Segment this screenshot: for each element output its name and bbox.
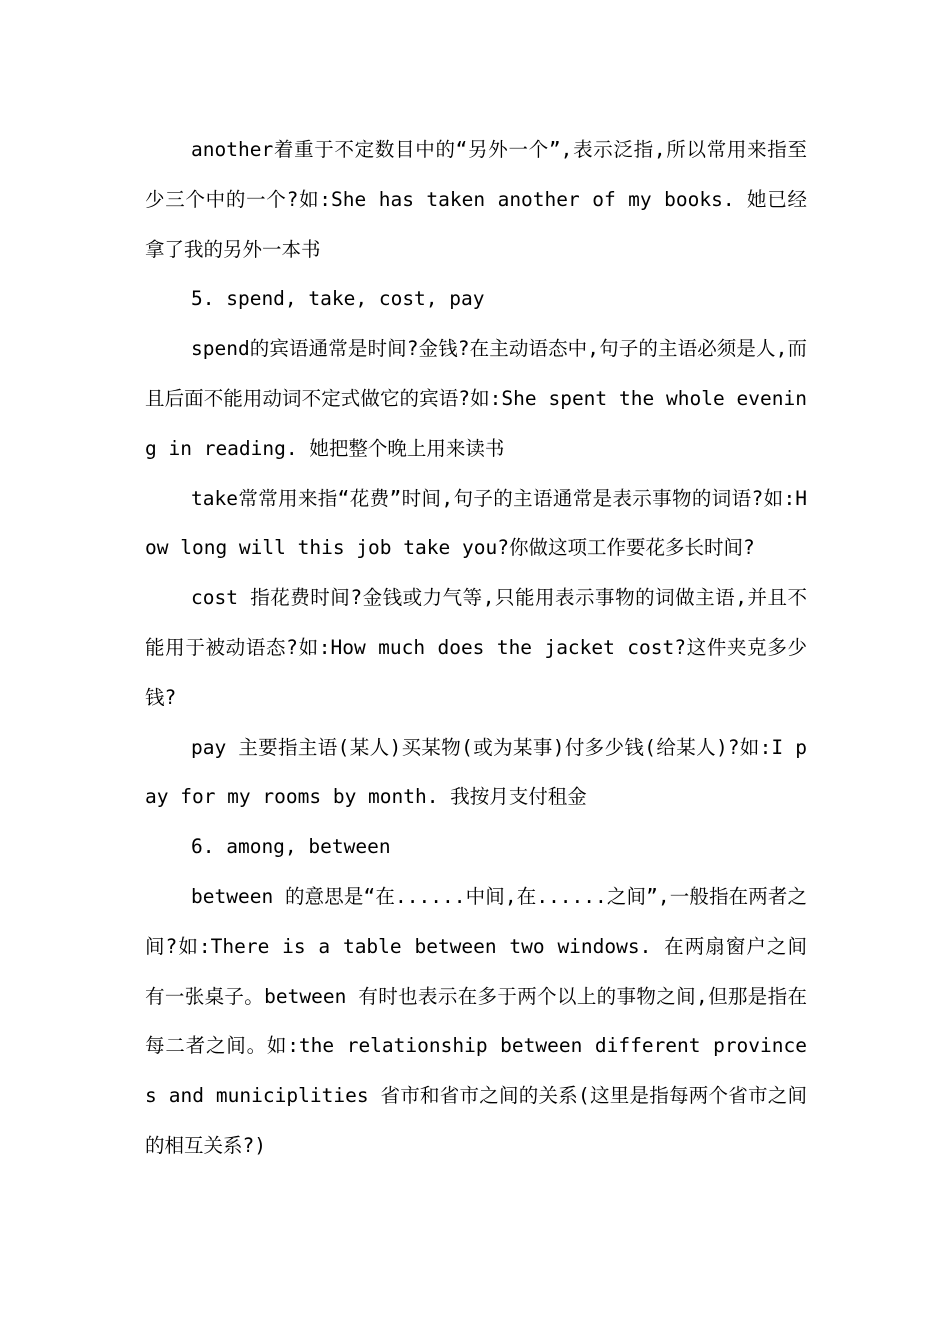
paragraph-take: take常常用来指“花费”时间,句子的主语通常是表示事物的词语?如:How long will this job take you?你做这项工作要花多长时间? — [145, 486, 807, 560]
document-body — [145, 125, 807, 1171]
heading-6-among-between: 6. among, between — [191, 835, 391, 859]
paragraph-another: another着重于不定数目中的“另外一个”,表示泛指,所以常用来指至少三个中的一个?如:She has taken another of my books. 她已经拿了我的另外一本书 — [145, 138, 807, 261]
paragraph-cost: cost 指花费时间?金钱或力气等,只能用表示事物的词做主语,并且不能用于被动语态?如:How much does the jacket cost?这件夹克多少钱? — [145, 586, 807, 709]
paragraph-spend: spend的宾语通常是时间?金钱?在主动语态中,句子的主语必须是人,而且后面不能用动词不定式做它的宾语?如:She spent the whole evening in reading. 她把整个晚上用来读书 — [145, 337, 807, 460]
heading-5-spend-take-cost-pay: 5. spend, take, cost, pay — [191, 287, 485, 311]
paragraph-between: between 的意思是“在......中间,在......之间”,一般指在两者之间?如:There is a table between two windows. 在两扇窗户之间有一张桌子。between 有时也表示在多于两个以上的事物之间,但那是指在每二者之间。如:the relationship between different provinces and municiplities 省市和省市之间的关系(这里是指每两个省市之间的相互关系?) — [145, 884, 807, 1157]
paragraph-pay: pay 主要指主语(某人)买某物(或为某事)付多少钱(给某人)?如:I pay for my rooms by month. 我按月支付租金 — [145, 735, 807, 809]
